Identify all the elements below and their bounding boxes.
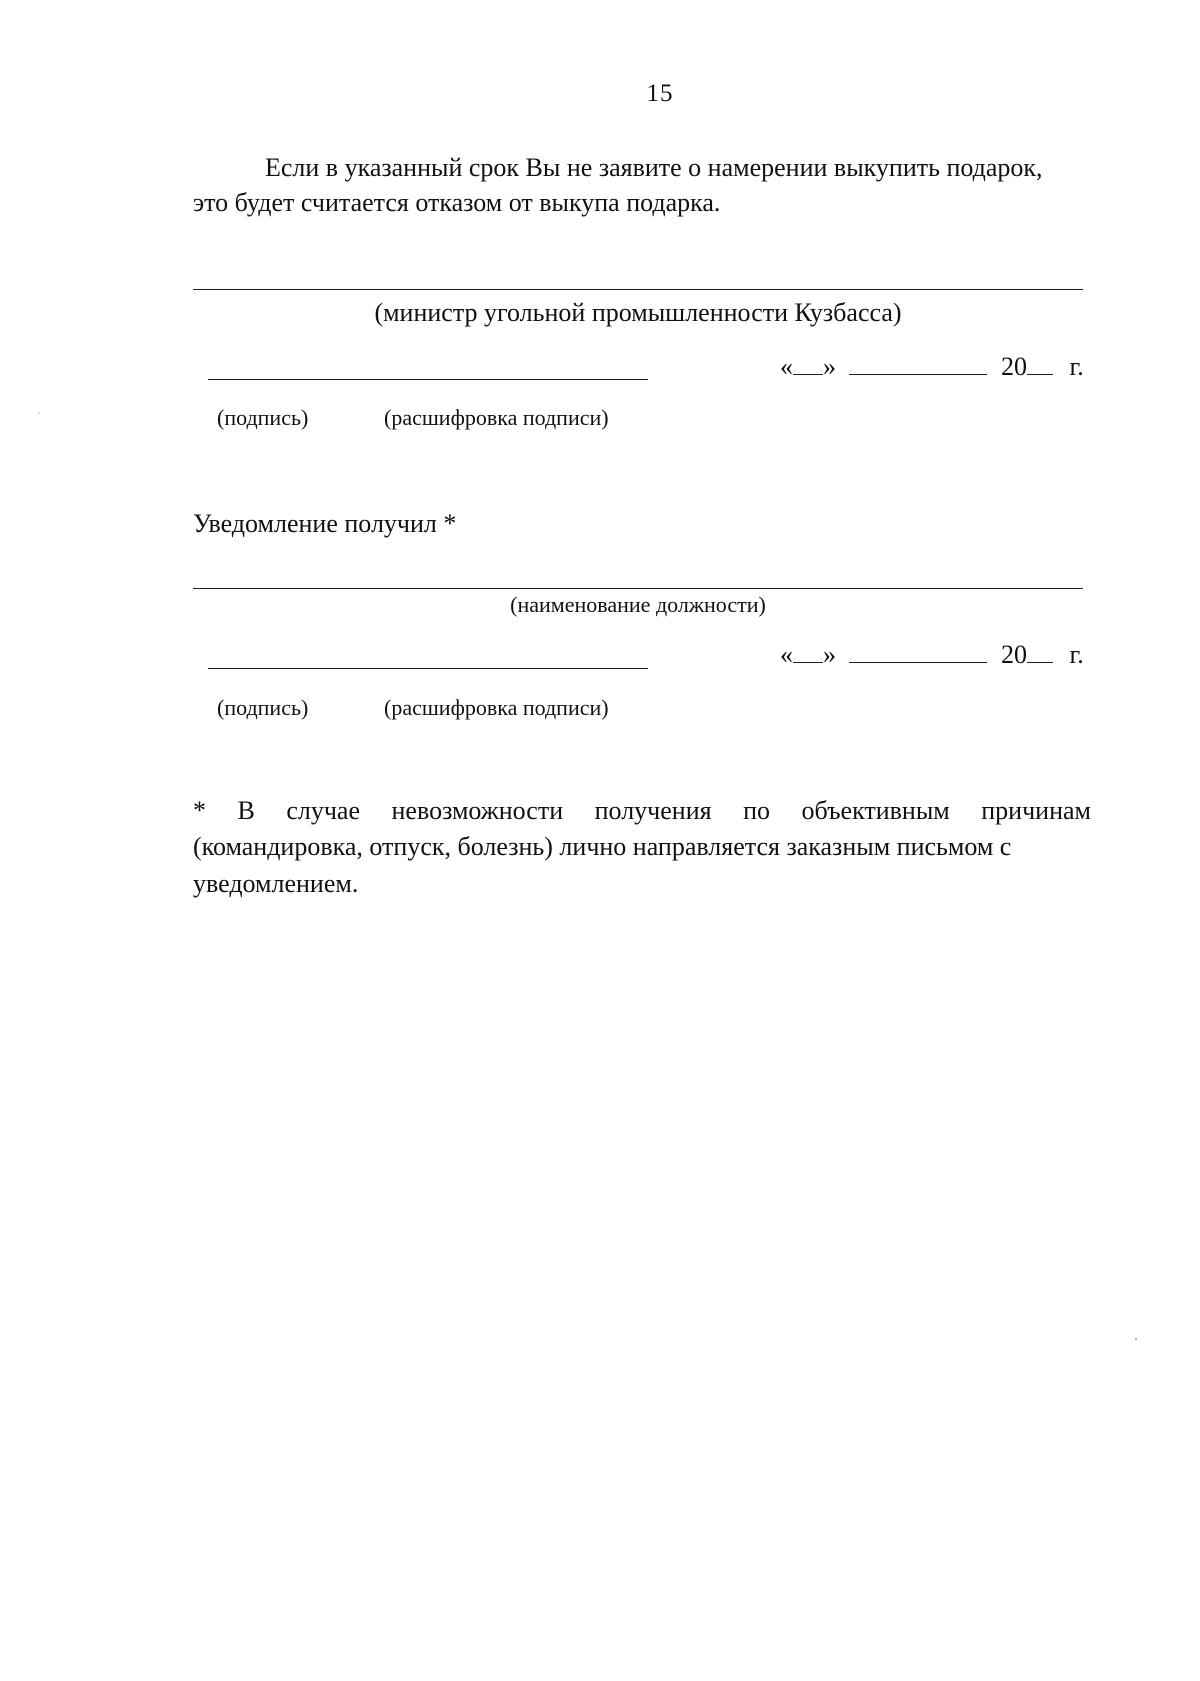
date-month-blank bbox=[849, 373, 987, 375]
footnote-word: причинам bbox=[981, 796, 1091, 825]
footnote-line-1 bbox=[193, 793, 1091, 829]
footnote-word: случае bbox=[286, 796, 361, 825]
minister-date bbox=[780, 352, 1084, 382]
recipient-date bbox=[780, 640, 1084, 670]
footnote-word: невозможности bbox=[391, 796, 564, 825]
scan-speck bbox=[1135, 1338, 1137, 1340]
date-year-suffix: г. bbox=[1069, 640, 1084, 669]
footnote-line-2: (командировка, отпуск, болезнь) лично направляется заказным письмом с bbox=[193, 832, 1012, 862]
date-year-suffix: г. bbox=[1069, 352, 1084, 381]
minister-signature-line bbox=[208, 379, 648, 380]
date-open-quote: « bbox=[780, 640, 793, 669]
page-number: 15 bbox=[646, 80, 674, 107]
recipient-signature-caption: (подпись) bbox=[217, 695, 309, 720]
intro-line-1: Если в указанный срок Вы не заявите о намерении выкупить подарок, bbox=[265, 153, 1043, 182]
intro-line-2: это будет считается отказом от выкупа подарка. bbox=[193, 188, 721, 217]
date-day-blank bbox=[793, 373, 823, 375]
recipient-position-line bbox=[193, 588, 1083, 589]
footnote-word: получения bbox=[594, 796, 712, 825]
recipient-position-caption: (наименование должности) bbox=[510, 592, 766, 617]
date-open-quote: « bbox=[780, 352, 793, 381]
minister-title-caption: (министр угольной промышленности Кузбасса) bbox=[374, 298, 902, 327]
date-close-quote: » bbox=[823, 640, 836, 669]
scan-speck bbox=[38, 412, 40, 414]
footnote-word: объективным bbox=[801, 796, 950, 825]
minister-title-line bbox=[193, 289, 1083, 290]
minister-decode-caption: (расшифровка подписи) bbox=[384, 405, 609, 430]
footnote-word: * bbox=[193, 796, 206, 825]
date-year-prefix: 20 bbox=[1001, 352, 1027, 381]
recipient-decode-caption: (расшифровка подписи) bbox=[384, 695, 609, 720]
date-year-blank bbox=[1027, 373, 1053, 375]
footnote-word: по bbox=[743, 796, 770, 825]
date-month-blank bbox=[849, 661, 987, 663]
footnote bbox=[193, 793, 1091, 902]
date-year-prefix: 20 bbox=[1001, 640, 1027, 669]
footnote-line-3: уведомлением. bbox=[193, 868, 359, 898]
date-day-blank bbox=[793, 661, 823, 663]
recipient-signature-line bbox=[208, 668, 648, 669]
minister-signature-caption: (подпись) bbox=[217, 405, 309, 430]
recipient-heading: Уведомление получил * bbox=[193, 509, 457, 538]
date-close-quote: » bbox=[823, 352, 836, 381]
date-year-blank bbox=[1027, 661, 1053, 663]
footnote-word: В bbox=[237, 796, 255, 825]
